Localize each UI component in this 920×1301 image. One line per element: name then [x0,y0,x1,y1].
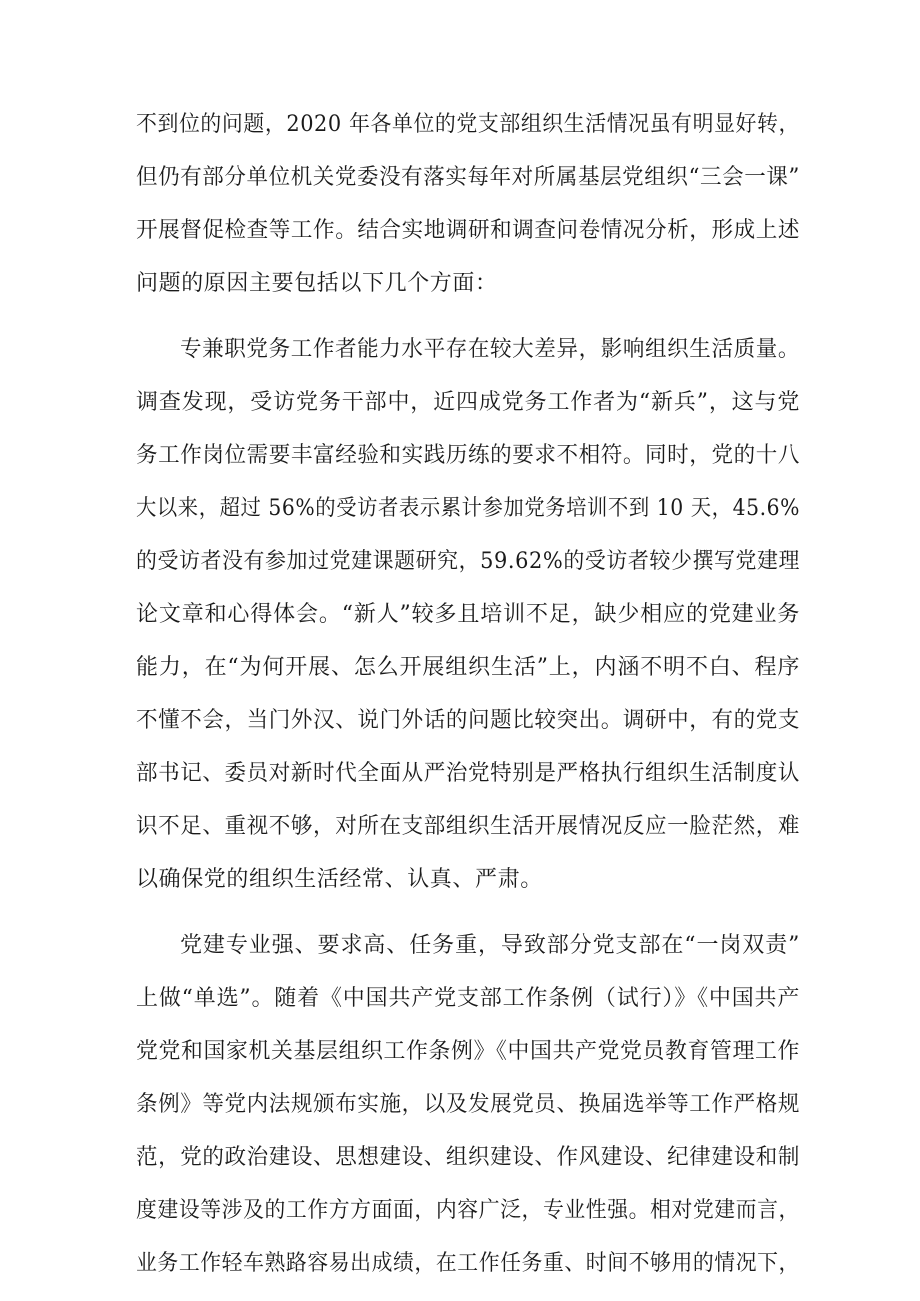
text-line: 以确保党的组织生活经常、认真、严肃。 [136,867,543,892]
text-line: 的受访者没有参加过党建课题研究，59.62%的受访者较少撰写党建理 [136,549,800,574]
text-line: 党党和国家机关基层组织工作条例》《中国共产党党员教育管理工作 [136,1039,801,1064]
text-line: 但仍有部分单位机关党委没有落实每年对所属基层党组织“三会一课” [136,165,801,190]
text-line: 不懂不会，当门外汉、说门外话的问题比较突出。调研中，有的党支 [136,708,800,733]
text-line: 业务工作轻车熟路容易出成绩，在工作任务重、时间不够用的情况下， [136,1251,800,1276]
text-line: 问题的原因主要包括以下几个方面： [136,271,498,296]
text-line: 范，党的政治建设、思想建设、组织建设、作风建设、纪律建设和制 [136,1145,800,1170]
text-line: 上做“单选”。随着《中国共产党支部工作条例（试行）》《中国共产 [136,986,801,1011]
text-line: 能力，在“为何开展、怎么开展组织生活”上，内涵不明不白、程序 [136,655,801,680]
text-line: 识不足、重视不够，对所在支部组织生活开展情况反应一脸茫然，难 [136,814,800,839]
text-line: 开展督促检查等工作。结合实地调研和调查问卷情况分析，形成上述 [136,218,800,243]
text-line: 调查发现，受访党务干部中，近四成党务工作者为“新兵”，这与党 [136,390,801,415]
text-line: 条例》等党内法规颁布实施，以及发展党员、换届选举等工作严格规 [136,1092,800,1117]
text-line: 党建专业强、要求高、任务重，导致部分党支部在“一岗双责” [180,933,801,958]
text-line: 论文章和心得体会。“新人”较多且培训不足，缺少相应的党建业务 [136,602,801,627]
text-line: 大以来，超过 56%的受访者表示累计参加党务培训不到 10 天，45.6% [136,496,800,521]
text-line: 部书记、委员对新时代全面从严治党特别是严格执行组织生活制度认 [136,761,800,786]
text-line: 务工作岗位需要丰富经验和实践历练的要求不相符。同时，党的十八 [136,443,800,468]
text-line: 专兼职党务工作者能力水平存在较大差异，影响组织生活质量。 [180,337,801,362]
text-line: 度建设等涉及的工作方方面面，内容广泛，专业性强。相对党建而言， [136,1198,800,1223]
text-line: 不到位的问题，2020 年各单位的党支部组织生活情况虽有明显好转， [136,112,800,137]
